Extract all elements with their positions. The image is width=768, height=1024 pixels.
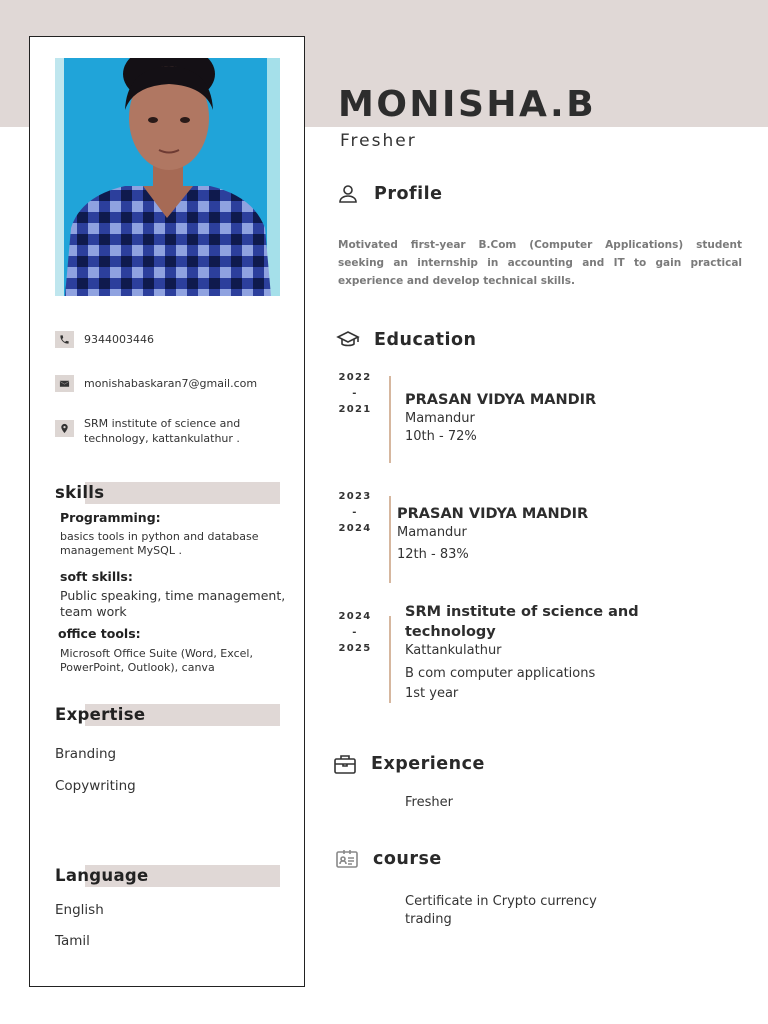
education-school-line-1: SRM institute of science and <box>405 604 639 620</box>
skill-soft-line-2: team work <box>60 604 127 619</box>
course-line-1: Certificate in Crypto currency <box>405 894 597 909</box>
timeline-line <box>389 376 391 463</box>
skill-soft-text <box>60 588 295 620</box>
profile-heading-text: Profile <box>374 184 443 204</box>
briefcase-icon <box>333 752 357 776</box>
education-heading <box>336 328 476 352</box>
phone-icon <box>55 331 74 348</box>
timeline-line <box>389 496 391 583</box>
experience-heading-text: Experience <box>371 754 485 774</box>
contact-phone-text: 9344003446 <box>84 333 154 346</box>
skill-programming-title: Programming: <box>60 510 161 525</box>
year-start: 2023 <box>338 491 372 502</box>
skill-soft-line-1: Public speaking, time management, <box>60 588 286 603</box>
education-place: Mamandur <box>397 525 467 540</box>
skill-office-line-2: PowerPoint, Outlook), canva <box>60 661 215 674</box>
profile-summary: Motivated first-year B.Com (Computer Applications) student seeking an internship in accounting and IT to gain practical experience and develop technical skills. <box>338 239 742 287</box>
person-icon <box>336 182 360 206</box>
skill-programming-line-1: basics tools in python and database <box>60 530 259 543</box>
contact-phone <box>55 331 154 348</box>
experience-heading <box>333 752 485 776</box>
contact-address-text <box>84 416 240 446</box>
education-school-line-2: technology <box>405 624 496 640</box>
experience-text: Fresher <box>405 795 453 810</box>
skill-office-text <box>60 647 295 675</box>
skills-heading-bar <box>85 482 280 504</box>
profile-photo <box>55 58 280 296</box>
person-portrait-illustration <box>55 58 280 296</box>
course-text <box>405 893 597 929</box>
expertise-heading-text: Expertise <box>55 705 146 724</box>
course-heading-text: course <box>373 849 442 869</box>
year-start: 2024 <box>338 611 372 622</box>
contact-email <box>55 375 257 392</box>
expertise-heading <box>55 704 280 726</box>
year-end: 2021 <box>338 404 372 415</box>
education-place: Kattankulathur <box>405 643 502 658</box>
skill-programming-line-2: management MySQL . <box>60 544 182 557</box>
year-dash: - <box>352 627 358 638</box>
language-item: English <box>55 902 104 918</box>
skills-heading-text: skills <box>55 483 105 502</box>
contact-address <box>55 416 240 446</box>
year-end: 2024 <box>338 523 372 534</box>
course-heading <box>335 847 442 871</box>
education-detail-2: 1st year <box>405 686 459 701</box>
year-end: 2025 <box>338 643 372 654</box>
expertise-item: Copywriting <box>55 778 136 794</box>
education-school <box>405 602 639 642</box>
contact-email-text[interactable]: monishabaskaran7@gmail.com <box>84 377 258 390</box>
skill-soft-title: soft skills: <box>60 569 133 584</box>
education-school: PRASAN VIDYA MANDIR <box>397 506 589 522</box>
language-item: Tamil <box>55 933 90 949</box>
year-dash: - <box>352 388 358 399</box>
year-start: 2022 <box>338 372 372 383</box>
education-school: PRASAN VIDYA MANDIR <box>405 392 597 408</box>
education-years <box>336 370 374 418</box>
education-detail: 10th - 72% <box>405 429 477 444</box>
address-line-2: technology, kattankulathur . <box>84 432 240 445</box>
id-card-icon <box>335 847 359 871</box>
expertise-item: Branding <box>55 746 117 762</box>
address-line-1: SRM institute of science and <box>84 417 241 430</box>
mail-icon <box>55 375 74 392</box>
skill-office-title: office tools: <box>58 626 141 641</box>
language-heading <box>55 865 280 887</box>
skill-office-line-1: Microsoft Office Suite (Word, Excel, <box>60 647 253 660</box>
education-detail: 12th - 83% <box>397 547 469 562</box>
year-dash: - <box>352 507 358 518</box>
candidate-role: Fresher <box>340 131 417 151</box>
skill-programming-text <box>60 530 295 558</box>
timeline-line <box>389 616 391 703</box>
education-detail: B com computer applications <box>405 666 596 681</box>
language-heading-text: Language <box>55 866 149 885</box>
education-years <box>336 609 374 657</box>
skills-heading <box>55 482 280 504</box>
education-place: Mamandur <box>405 411 475 426</box>
graduation-cap-icon <box>336 328 360 352</box>
course-line-2: trading <box>405 912 452 927</box>
education-heading-text: Education <box>374 330 477 350</box>
education-years <box>336 489 374 537</box>
location-pin-icon <box>55 420 74 437</box>
profile-heading <box>336 182 442 206</box>
candidate-name: MONISHA.B <box>338 84 597 125</box>
